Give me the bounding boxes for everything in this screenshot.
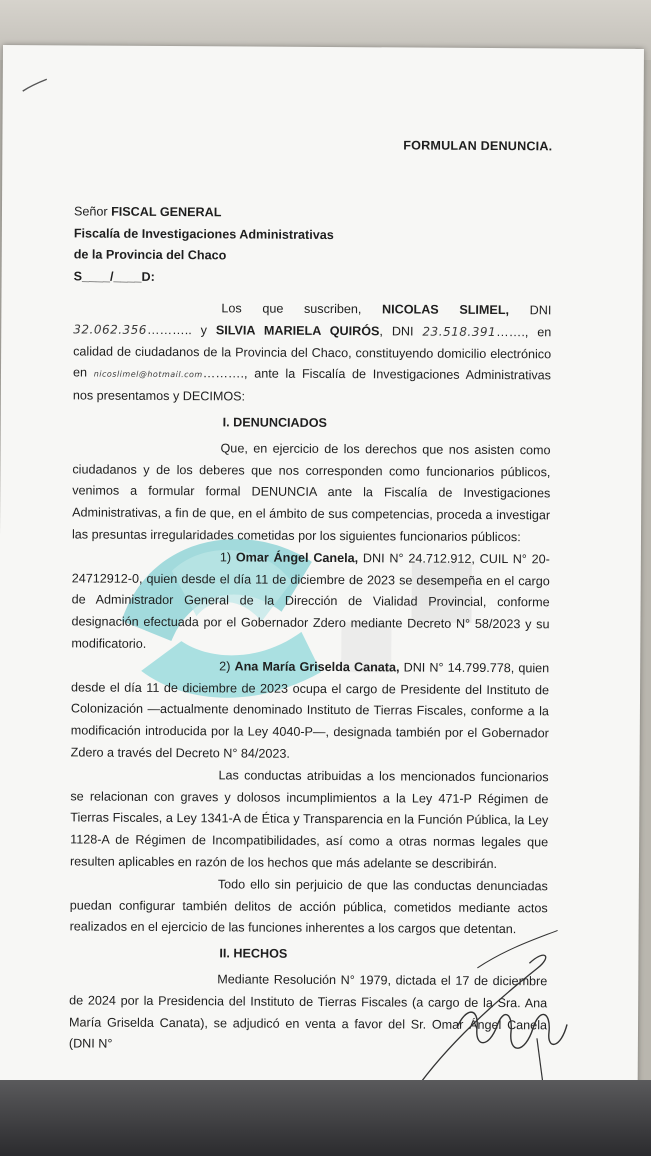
document-title: FORMULAN DENUNCIA. xyxy=(403,138,553,154)
denunciado-item-2: 2) Ana María Griselda Canata, DNI N° 14.799.778, quien desde el día 11 de diciembre de 2023 ocupa el cargo de Presidente del Instituto de Colonización —actualmente denominado Instituto de Tierras Fiscales, conforme a la modificación introducida por la Ley 4040-P—, designada también por el Gobernador Zdero a través del Decreto N° 84/2023. xyxy=(70,659,550,761)
handwritten-email: nicoslimel@hotmail.com xyxy=(93,369,203,380)
section-heading-denunciados: I. DENUNCIADOS xyxy=(222,415,328,430)
section1-paragraph-2: Las conductas atribuidas a los mencionados funcionarios se relacionan con graves y dolosos incumplimientos a la Ley 471-P Régimen de Tierras Fiscales, a Ley 1341-A de Ética y Transparencia en la Función Pública, la Ley 1128-A de Régimen de Incompatibilidades, así como a otras normas legales que resulten aplicables en razón de los hechos que más adelante se describirán. xyxy=(69,768,549,871)
pen-mark-icon xyxy=(21,75,51,95)
handwritten-dni-2: 23.518.391 xyxy=(422,324,497,339)
section2-paragraph-1: Mediante Resolución N° 1979, dictada el 17 de diciembre de 2024 por la Presidencia del Instituto de Tierras Fiscales (a cargo de la Sra. Ana María Griselda Canata), se adjudicó en venta a favor del Sr. Omar Ángel Canela (DNI N° xyxy=(68,972,548,1051)
background-bottom xyxy=(0,1080,651,1156)
section-heading-hechos: II. HECHOS xyxy=(219,946,288,961)
handwritten-signature xyxy=(417,908,598,1099)
section1-paragraph-1: Que, en ejercicio de los derechos que nos asisten como ciudadanos y de los deberes que nos corresponden como funcionarios públicos, venimos a formular formal DENUNCIA ante la Fiscalía de Investigaciones Administrativas, a fin de que, en el ámbito de sus competencias, proceda a investigar las presuntas irregularidades cometidas por los siguientes funcionarios públicos: xyxy=(71,441,551,545)
addressee-line-4: S____/____D: xyxy=(73,268,155,284)
addressee-block xyxy=(74,201,334,289)
denunciado-item-1: 1) Omar Ángel Canela, DNI N° 24.712.912, CUIL N° 20-24712912-0, quien desde el día 11 de diciembre de 2023 se desempeña en el cargo de Administrador General de la Dirección de Vialidad Provincial, conforme designación efectuada por el Gobernador Zdero mediante Decreto N° 58/2023 y su modificatorio. xyxy=(71,550,550,651)
section1-paragraph-3: Todo ello sin perjuicio de que las conductas denunciadas puedan configurar también delitos de acción pública, cometidos mediante actos realizados en el ejercicio de las funciones inherentes a los cargos que detentan. xyxy=(69,877,548,937)
addressee-line-3: de la Provincia del Chaco xyxy=(73,247,227,263)
addressee-line-1: Señor FISCAL GENERAL xyxy=(73,204,222,220)
addressee-line-2: Fiscalía de Investigaciones Administrativas xyxy=(73,225,334,242)
intro-paragraph: Los que suscriben, NICOLAS SLIMEL, DNI 32.062.356……….. y SILVIA MARIELA QUIRÓS, DNI 23.518.391……., en calidad de ciudadanos de la Provincia del Chaco, constituyendo domicilio electrónico en nicoslimel@hotmail.com………., ante la Fiscalía de Investigaciones Administrativas nos presentamos y DECIMOS: xyxy=(72,301,552,404)
handwritten-dni-1: 32.062.356 xyxy=(73,322,148,337)
document-page xyxy=(0,45,644,1101)
